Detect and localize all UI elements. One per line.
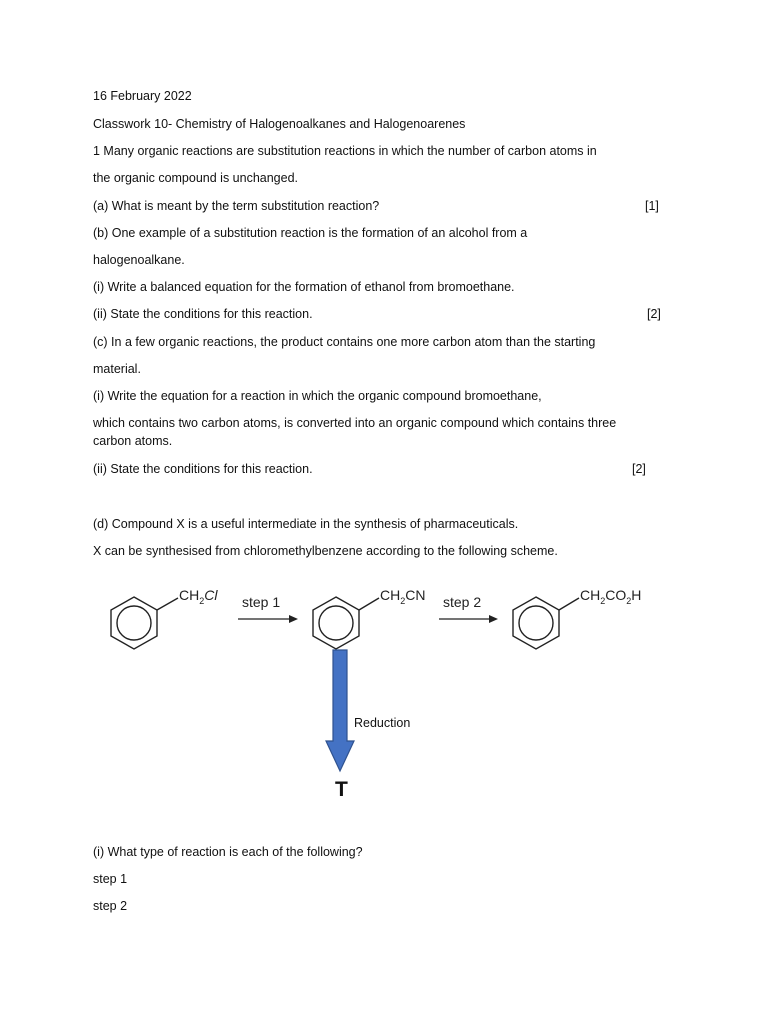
step1-arrow — [238, 615, 298, 623]
q1c-line2: material. — [93, 362, 141, 376]
q1d-i-text: (i) What type of reaction is each of the following? — [93, 845, 363, 859]
q1-intro-line2: the organic compound is unchanged. — [93, 171, 299, 185]
q1b-mark: [2] — [647, 307, 661, 321]
q1a-text: (a) What is meant by the term substitution reaction? — [93, 199, 380, 213]
step2-label: step 2 — [443, 594, 482, 610]
q1b-ii-text: (ii) State the conditions for this reaction. — [93, 307, 313, 321]
reduction-label: Reduction — [354, 716, 411, 730]
compound1-label: $CH_2Cl$ — [179, 587, 218, 606]
q1b-line2: halogenoalkane. — [93, 253, 185, 267]
q1d-line2: X can be synthesised from chloromethylbenzene according to the following scheme. — [93, 544, 558, 558]
benzene-ring-3 — [513, 597, 579, 649]
q1c-i-line3: carbon atoms. — [93, 434, 173, 448]
q1a-mark: [1] — [645, 199, 659, 213]
q1c-i-line1: (i) Write the equation for a reaction in which the organic compound bromoethane, — [93, 389, 542, 403]
date: 16 February 2022 — [93, 89, 192, 103]
q1c-ii-text: (ii) State the conditions for this reaction. — [93, 462, 313, 476]
step1-label: step 1 — [242, 594, 281, 610]
q1c-i-line2: which contains two carbon atoms, is converted into an organic compound which contains three — [93, 416, 617, 430]
worksheet-title: Classwork 10- Chemistry of Halogenoalkanes and Halogenoarenes — [93, 117, 466, 131]
q1b-i-text: (i) Write a balanced equation for the formation of ethanol from bromoethane. — [93, 280, 515, 294]
q1d-line1: (d) Compound X is a useful intermediate in the synthesis of pharmaceuticals. — [93, 517, 519, 531]
product-t-label: T — [335, 778, 348, 801]
q1-intro-line1: 1 Many organic reactions are substitution reactions in which the number of carbon atoms in — [93, 144, 597, 158]
reduction-arrow — [326, 650, 354, 771]
step1-answer-label: step 1 — [93, 872, 128, 886]
compound2-label: $CH_2CN$ — [380, 587, 426, 606]
q1b-line1: (b) One example of a substitution reaction is the formation of an alcohol from a — [93, 226, 528, 240]
compound3-label: $CH_2CO_2H$ — [580, 587, 642, 606]
step2-arrow — [439, 615, 498, 623]
benzene-ring-2 — [313, 597, 379, 649]
q1c-mark: [2] — [632, 462, 646, 476]
benzene-ring-1 — [111, 597, 178, 649]
step2-answer-label: step 2 — [93, 899, 128, 913]
q1c-line1: (c) In a few organic reactions, the product contains one more carbon atom than the starting — [93, 335, 596, 349]
